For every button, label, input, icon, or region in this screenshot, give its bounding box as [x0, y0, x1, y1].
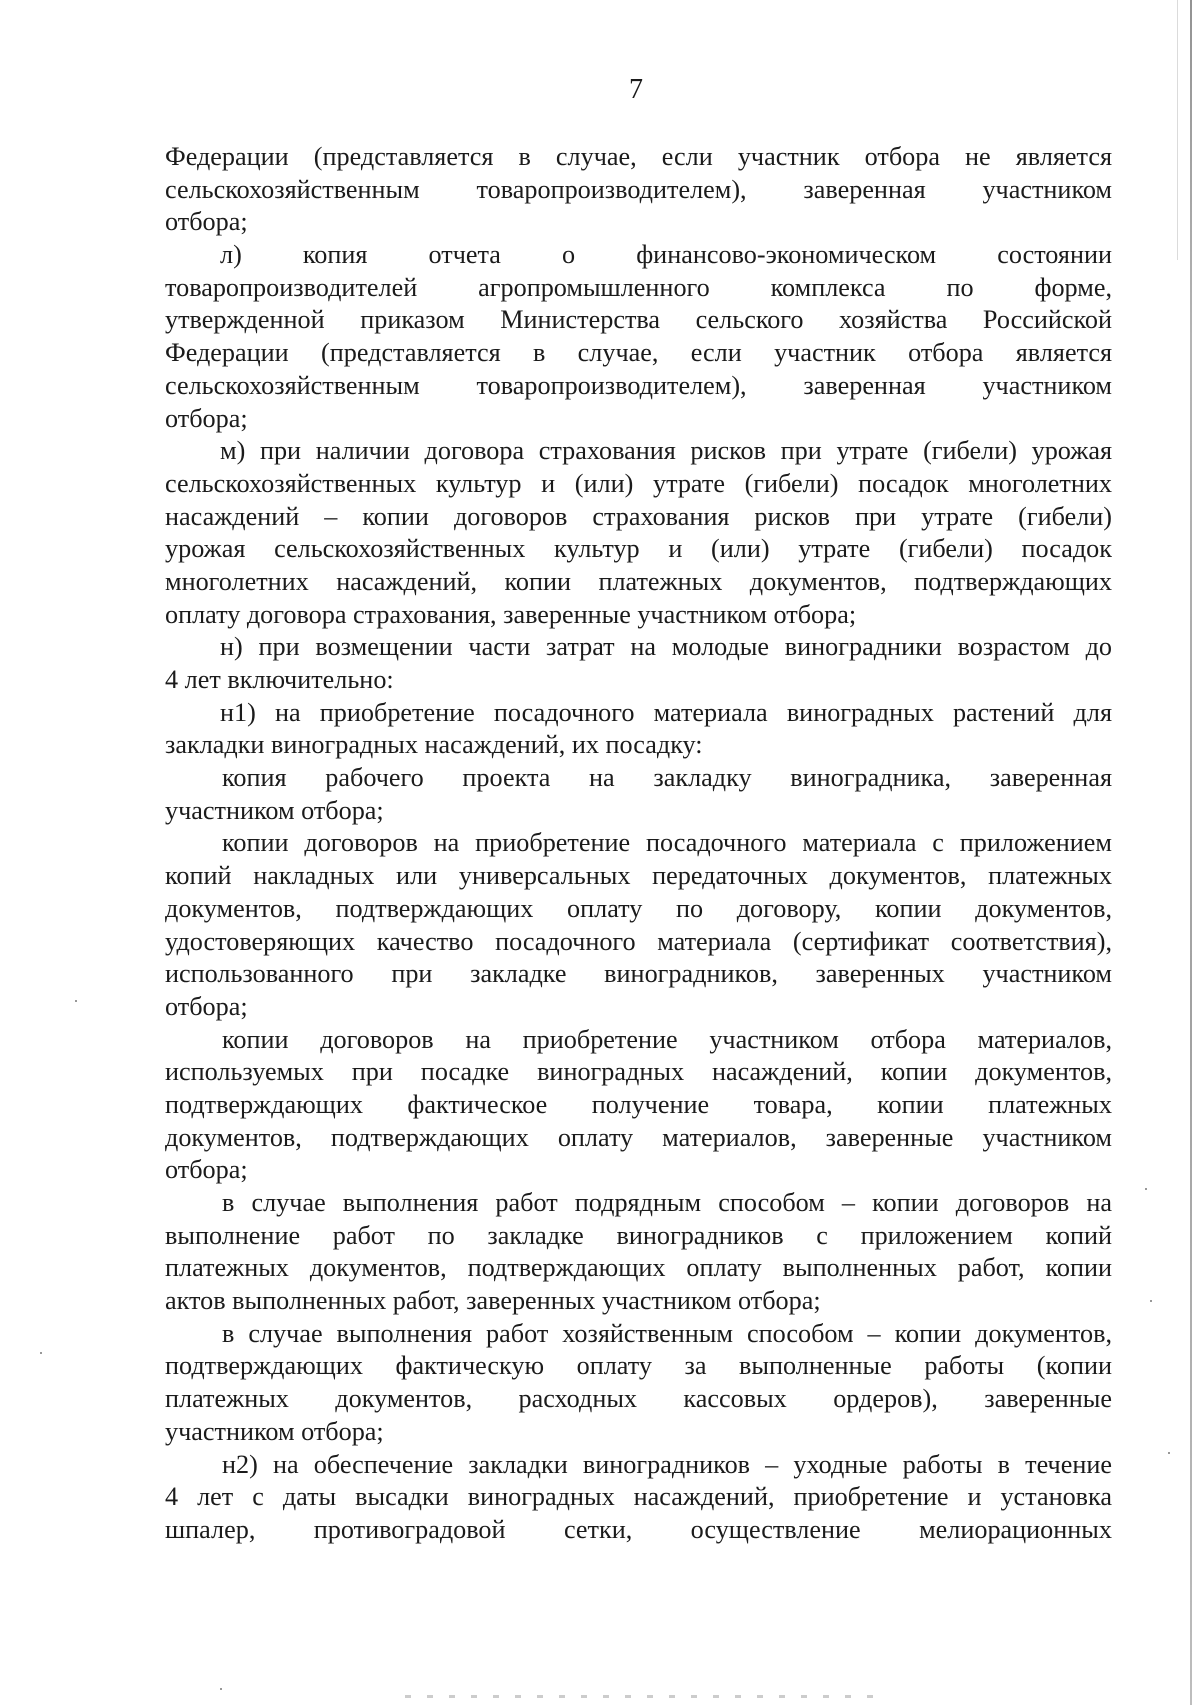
text-line: н2) на обеспечение закладки виноградников – уходные работы в течение	[222, 1449, 1112, 1479]
scan-speck	[1150, 1300, 1152, 1302]
scan-speck	[40, 1352, 42, 1354]
scan-bottom-noise	[405, 1695, 885, 1698]
page-number: 7	[629, 74, 643, 105]
text-line: многолетних насаждений, копии платежных документов, подтверждающих	[165, 566, 1112, 596]
text-line: Федерации (представляется в случае, если участник отбора не является	[165, 142, 1112, 171]
text-line: м) при наличии договора страхования рисков при утрате (гибели) урожая	[220, 436, 1112, 466]
text-line: н1) на приобретение посадочного материала виноградных растений для	[220, 697, 1112, 727]
text-line: урожая сельскохозяйственных культур и (или) утрате (гибели) посадок	[165, 534, 1112, 564]
text-line: копий накладных или универсальных передаточных документов, платежных	[165, 861, 1112, 891]
text-line: в случае выполнения работ подрядным способом – копии договоров на	[222, 1188, 1112, 1217]
text-line: 4 лет включительно:	[165, 665, 394, 694]
text-line: документов, подтверждающих оплату по договору, копии документов,	[165, 893, 1112, 923]
text-line: н) при возмещении части затрат на молодые виноградники возрастом до	[220, 632, 1112, 662]
text-line: шпалер, противоградовой сетки, осуществление мелиорационных	[165, 1514, 1112, 1544]
text-line: участником отбора;	[165, 1416, 384, 1446]
text-line: оплату договора страхования, заверенные участником отбора;	[165, 599, 857, 629]
scan-speck	[1145, 1188, 1147, 1190]
text-line: подтверждающих фактическую оплату за выполненные работы (копии	[165, 1351, 1112, 1381]
scan-speck	[75, 1000, 77, 1002]
document-body	[165, 141, 1112, 1547]
scan-speck	[1168, 1452, 1170, 1454]
text-line: отбора;	[165, 207, 248, 237]
text-line: отбора;	[165, 1155, 248, 1185]
text-line: копии договоров на приобретение участником отбора материалов,	[222, 1024, 1112, 1054]
text-line: использованного при закладке виноградников, заверенных участником	[165, 959, 1112, 989]
text-line: удостоверяющих качество посадочного материала (сертификат соответствия),	[165, 926, 1112, 956]
text-line: Федерации (представляется в случае, если участник отбора является	[165, 338, 1112, 368]
scan-speck	[220, 1688, 222, 1690]
text-line: платежных документов, расходных кассовых ордеров), заверенные	[165, 1384, 1112, 1414]
text-line: утвержденной приказом Министерства сельского хозяйства Российской	[165, 305, 1112, 335]
text-line: сельскохозяйственным товаропроизводителем), заверенная участником	[165, 370, 1112, 400]
text-line: 4 лет с даты высадки виноградных насаждений, приобретение и установка	[165, 1482, 1112, 1512]
text-line: копия рабочего проекта на закладку виноградника, заверенная	[222, 763, 1112, 793]
text-line: сельскохозяйственных культур и (или) утрате (гибели) посадок многолетних	[165, 468, 1112, 498]
text-line: сельскохозяйственным товаропроизводителем), заверенная участником	[165, 174, 1112, 204]
text-line: отбора;	[165, 403, 248, 433]
text-line: л) копия отчета о финансово-экономическом состоянии	[220, 240, 1112, 270]
text-line: подтверждающих фактическое получение товара, копии платежных	[165, 1089, 1112, 1119]
text-line: копии договоров на приобретение посадочного материала с приложением	[222, 828, 1112, 858]
text-line: используемых при посадке виноградных насаждений, копии документов,	[165, 1057, 1112, 1087]
text-line: участником отбора;	[165, 795, 384, 825]
text-line: товаропроизводителей агропромышленного комплекса по форме,	[165, 272, 1112, 302]
text-line: актов выполненных работ, заверенных участником отбора;	[165, 1286, 821, 1316]
text-line: документов, подтверждающих оплату материалов, заверенные участником	[165, 1122, 1112, 1152]
text-line: отбора;	[165, 991, 248, 1021]
scan-edge-faint	[1177, 0, 1178, 260]
text-line: выполнение работ по закладке виноградников с приложением копий	[165, 1220, 1112, 1250]
text-line: насаждений – копии договоров страхования рисков при утрате (гибели)	[165, 501, 1112, 531]
text-line: закладки виноградных насаждений, их посадку:	[165, 730, 703, 760]
scan-edge	[1190, 0, 1192, 1705]
text-line: платежных документов, подтверждающих оплату выполненных работ, копии	[165, 1253, 1112, 1283]
text-line: в случае выполнения работ хозяйственным способом – копии документов,	[222, 1318, 1112, 1348]
